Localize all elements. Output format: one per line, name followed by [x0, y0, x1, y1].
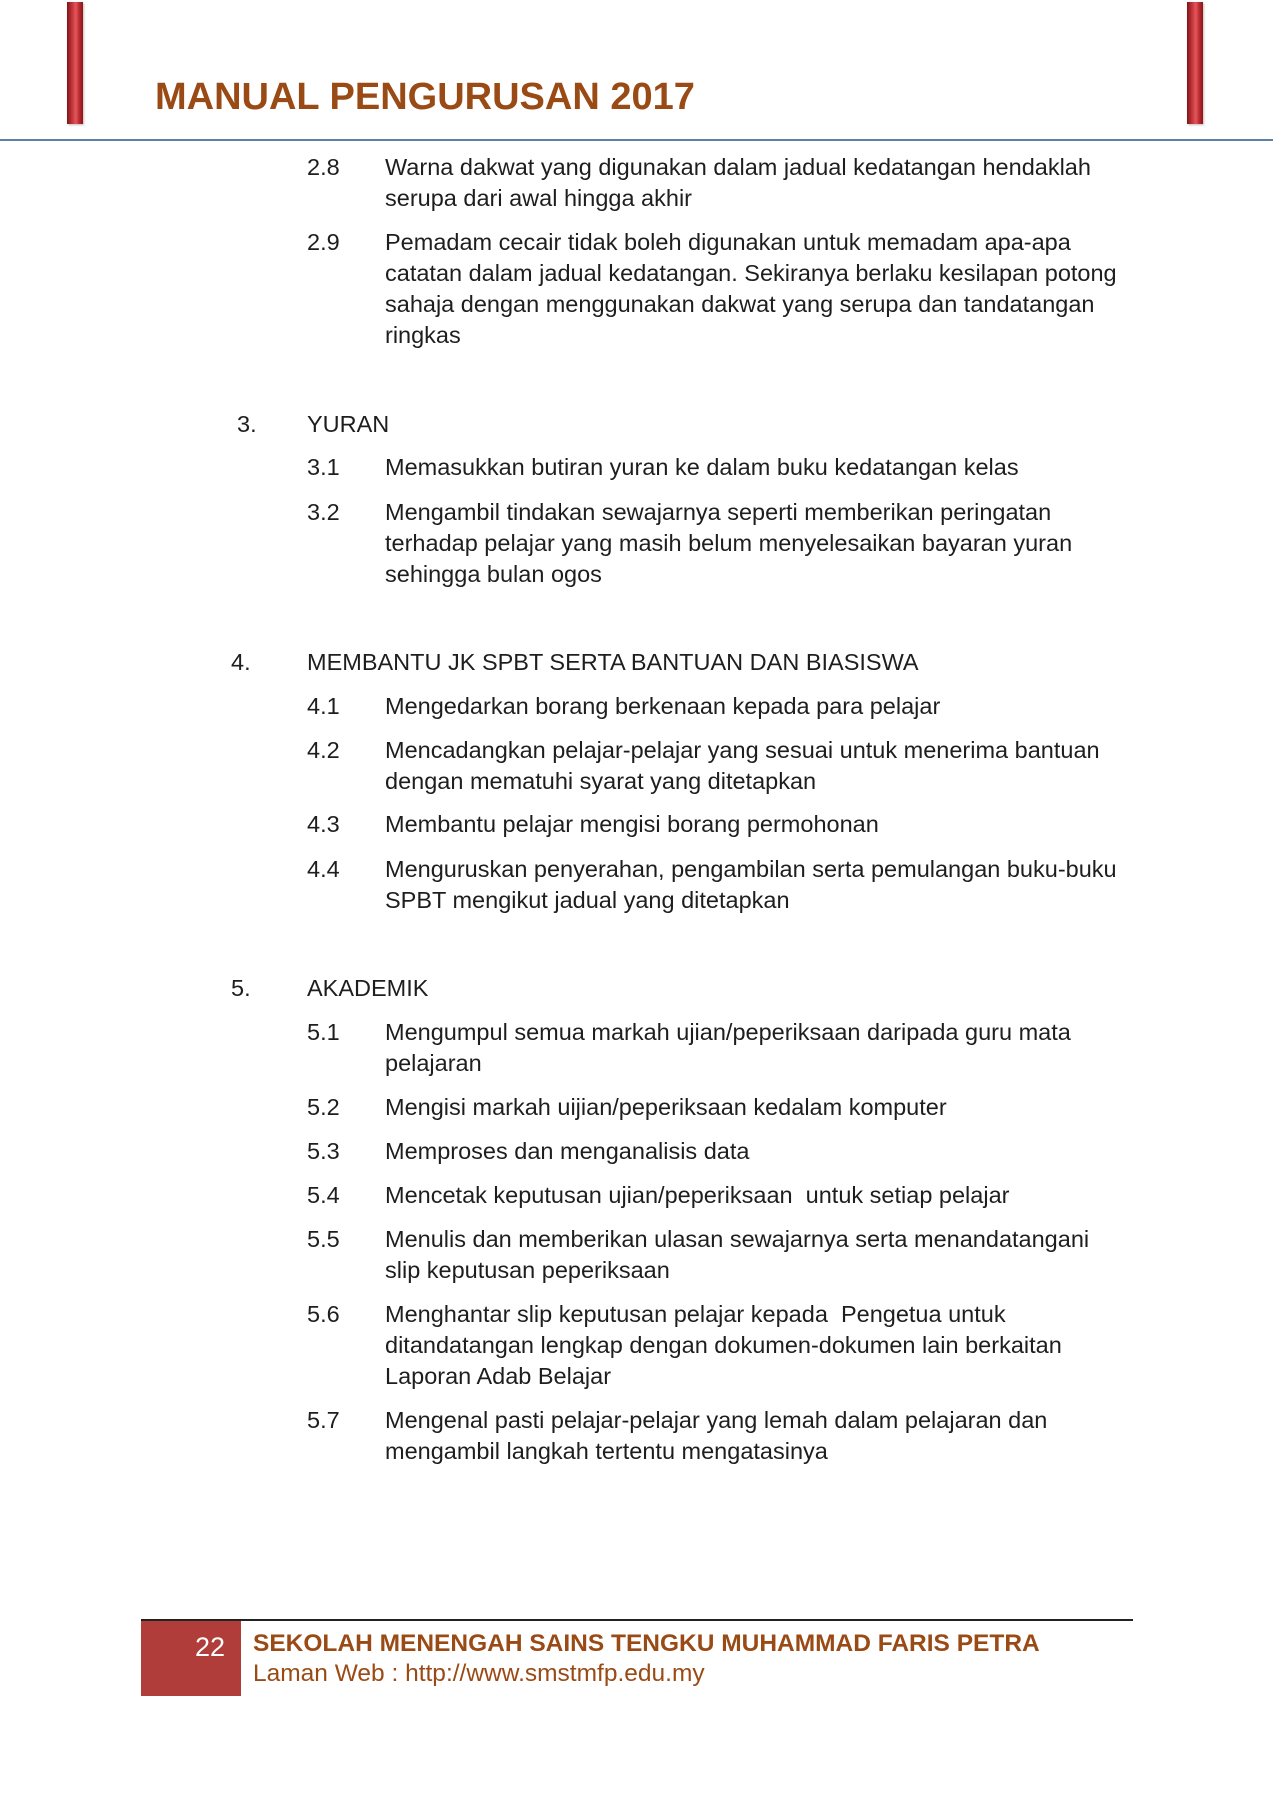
item-number: 2.9	[307, 229, 340, 255]
item-text	[385, 1405, 1047, 1467]
item-text-line: sahaja dengan menggunakan dakwat yang serupa dan tandatangan	[385, 291, 1095, 317]
list-item	[307, 1017, 1071, 1079]
item-text	[385, 497, 1072, 590]
section-heading	[0, 409, 1273, 440]
item-number: 4.4	[307, 856, 340, 882]
section-title: MEMBANTU JK SPBT SERTA BANTUAN DAN BIASISWA	[307, 649, 919, 675]
item-text	[385, 691, 940, 722]
item-text-line: Membantu pelajar mengisi borang permohonan	[385, 811, 879, 837]
list-item	[307, 809, 879, 840]
item-text-line: Laporan Adab Belajar	[385, 1363, 612, 1389]
item-text	[385, 1017, 1071, 1079]
section-heading	[0, 973, 1273, 1004]
item-number: 4.1	[307, 693, 340, 719]
item-text-line: mengambil langkah tertentu mengatasinya	[385, 1438, 828, 1464]
item-text	[385, 452, 1019, 483]
list-item	[307, 1092, 947, 1123]
list-item	[307, 735, 1100, 797]
item-text-line: ringkas	[385, 322, 461, 348]
list-item	[307, 1180, 1009, 1211]
footer-school-name: SEKOLAH MENENGAH SAINS TENGKU MUHAMMAD FARIS PETRA	[253, 1630, 1040, 1657]
list-item	[307, 227, 1117, 351]
item-text	[385, 1299, 1062, 1392]
item-text	[385, 854, 1117, 916]
item-text-line: Mengenal pasti pelajar-pelajar yang lemah dalam pelajaran dan	[385, 1407, 1048, 1433]
item-text-line: Memasukkan butiran yuran ke dalam buku kedatangan kelas	[385, 454, 1019, 480]
item-text	[385, 1136, 749, 1167]
list-item	[307, 1405, 1047, 1467]
item-text-line: sehingga bulan ogos	[385, 561, 602, 587]
page-number: 22	[195, 1632, 226, 1662]
item-number: 4.2	[307, 737, 340, 763]
header-right-accent-bar	[1187, 2, 1203, 124]
section-title: YURAN	[307, 411, 390, 437]
item-text-line: pelajaran	[385, 1050, 482, 1076]
footer-divider	[141, 1619, 1133, 1621]
item-number: 2.8	[307, 154, 340, 180]
item-number: 5.7	[307, 1407, 340, 1433]
item-text	[385, 1224, 1089, 1286]
document-title: MANUAL PENGURUSAN 2017	[155, 76, 695, 118]
list-item	[307, 1299, 1062, 1392]
page-number-box	[141, 1621, 241, 1696]
item-number: 5.5	[307, 1226, 340, 1252]
item-text-line: SPBT mengikut jadual yang ditetapkan	[385, 887, 790, 913]
list-item	[307, 497, 1072, 590]
item-text-line: Menulis dan memberikan ulasan sewajarnya serta menandatangani	[385, 1226, 1090, 1252]
list-item	[307, 452, 1019, 483]
item-text-line: Memproses dan menganalisis data	[385, 1138, 750, 1164]
item-text-line: Menghantar slip keputusan pelajar kepada Pengetua untuk	[385, 1301, 1006, 1327]
item-text-line: Mencadangkan pelajar-pelajar yang sesuai untuk menerima bantuan	[385, 737, 1100, 763]
item-number: 3.1	[307, 454, 340, 480]
item-text-line: Pemadam cecair tidak boleh digunakan untuk memadam apa-apa	[385, 229, 1071, 255]
item-number: 5.1	[307, 1019, 340, 1045]
list-item	[307, 1136, 749, 1167]
footer-website: Laman Web : http://www.smstmfp.edu.my	[253, 1660, 705, 1687]
item-text-line: terhadap pelajar yang masih belum menyelesaikan bayaran yuran	[385, 530, 1073, 556]
item-text-line: Mencetak keputusan ujian/peperiksaan untuk setiap pelajar	[385, 1182, 1010, 1208]
item-number: 3.2	[307, 499, 340, 525]
item-text-line: catatan dalam jadual kedatangan. Sekiranya berlaku kesilapan potong	[385, 260, 1117, 286]
section-number: 3.	[237, 411, 257, 437]
item-text-line: Mengedarkan borang berkenaan kepada para pelajar	[385, 693, 941, 719]
item-number: 5.4	[307, 1182, 340, 1208]
item-text-line: Mengambil tindakan sewajarnya seperti memberikan peringatan	[385, 499, 1052, 525]
item-text	[385, 1092, 947, 1123]
list-item	[307, 854, 1117, 916]
list-item	[307, 691, 940, 722]
item-number: 4.3	[307, 811, 340, 837]
section-number: 5.	[231, 975, 251, 1001]
header-divider	[0, 139, 1273, 141]
item-text-line: ditandatangan lengkap dengan dokumen-dokumen lain berkaitan	[385, 1332, 1062, 1358]
item-text-line: Menguruskan penyerahan, pengambilan serta pemulangan buku-buku	[385, 856, 1117, 882]
item-text-line: serupa dari awal hingga akhir	[385, 185, 692, 211]
item-text-line: Mengisi markah uijian/peperiksaan kedalam komputer	[385, 1094, 947, 1120]
item-text	[385, 152, 1091, 214]
list-item	[307, 152, 1091, 214]
item-text-line: Warna dakwat yang digunakan dalam jadual kedatangan hendaklah	[385, 154, 1091, 180]
header-left-accent-bar	[67, 2, 83, 124]
item-number: 5.6	[307, 1301, 340, 1327]
item-number: 5.3	[307, 1138, 340, 1164]
list-item	[307, 1224, 1089, 1286]
item-text	[385, 1180, 1009, 1211]
item-text-line: dengan mematuhi syarat yang ditetapkan	[385, 768, 817, 794]
item-text-line: slip keputusan peperiksaan	[385, 1257, 670, 1283]
item-text	[385, 735, 1100, 797]
item-text-line: Mengumpul semua markah ujian/peperiksaan daripada guru mata	[385, 1019, 1071, 1045]
section-title: AKADEMIK	[307, 975, 429, 1001]
section-heading	[0, 647, 1273, 678]
section-number: 4.	[231, 649, 251, 675]
item-text	[385, 227, 1117, 351]
item-text	[385, 809, 879, 840]
item-number: 5.2	[307, 1094, 340, 1120]
